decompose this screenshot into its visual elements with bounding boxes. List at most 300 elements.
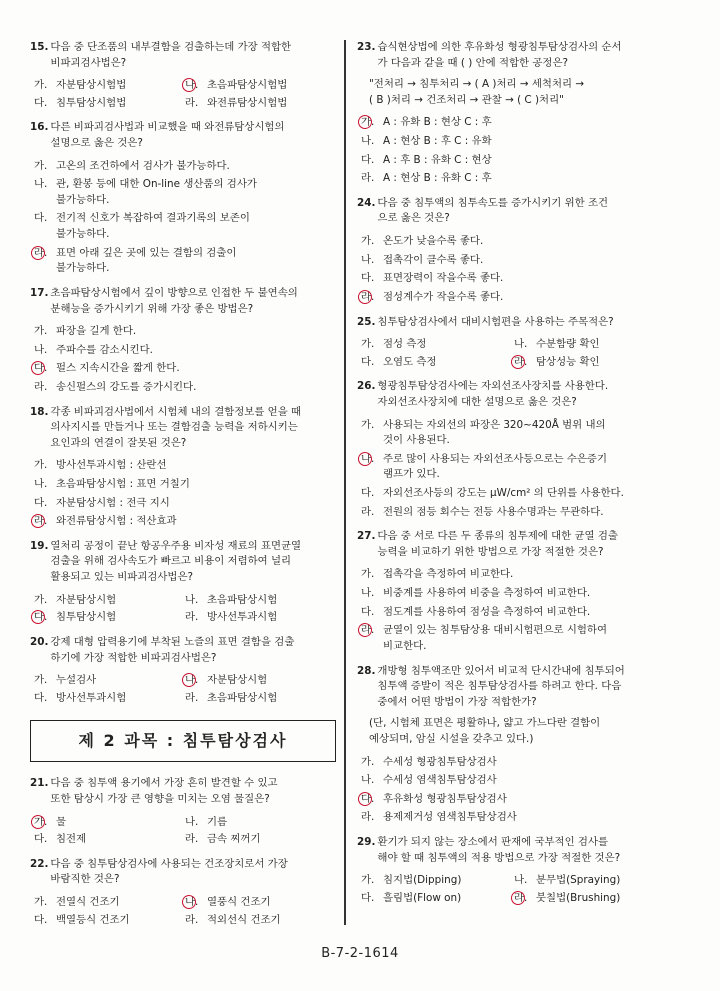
choice-marker: 다. (361, 792, 383, 808)
answer-choice[interactable] (361, 253, 667, 269)
choice-text (383, 810, 667, 826)
question-text (377, 835, 667, 866)
choice-marker: 다. (361, 153, 375, 166)
choice-text (383, 755, 667, 771)
question-text (50, 539, 336, 586)
answer-choice[interactable] (34, 477, 336, 493)
choice-text (56, 832, 185, 848)
choice-row (361, 355, 667, 371)
choice-text-line: 불가능하다. (56, 228, 110, 241)
question-text-line: 다음 중 단조품의 내부결함을 검출하는데 가장 적합한 (50, 41, 292, 53)
choice-text (56, 610, 185, 626)
choice-text-line: 자분탐상시험 (56, 593, 117, 606)
answer-choice[interactable] (361, 792, 667, 808)
answer-choice[interactable] (514, 355, 667, 371)
question (357, 196, 667, 306)
question-text-line: 해야 할 때 침투액의 적용 방법으로 가장 적절한 것은? (377, 851, 621, 864)
answer-choice[interactable] (361, 418, 667, 449)
column-divider (344, 40, 346, 925)
choice-text-line: 표면 아래 깊은 곳에 있는 결함의 검출이 (56, 246, 237, 259)
choice-text-line: 와전류탐상시험법 (207, 96, 288, 109)
question-text (377, 315, 667, 331)
question-stem (30, 286, 336, 317)
question-number: 28. (357, 664, 376, 677)
choice-text-line: 분무법(Spraying) (536, 874, 621, 887)
choice-text-line: 물 (56, 815, 67, 828)
choice-marker: 다. (34, 833, 48, 846)
question-stem (357, 529, 667, 560)
condition-line: (단, 시험체 표면은 평활하나, 얇고 가느다란 결함이 (369, 717, 601, 730)
question-number: 15. (30, 41, 49, 53)
choice-text-line: 송신펄스의 강도를 증가시킨다. (56, 380, 197, 393)
answer-choice[interactable] (361, 452, 667, 483)
question-stem (30, 40, 336, 71)
question-text-line: 다음 중 서로 다른 두 종류의 침투제에 대한 균열 검출 (377, 530, 618, 543)
choice-marker: 다. (361, 355, 375, 368)
choice-row (34, 593, 336, 609)
question-text (377, 379, 667, 410)
question (357, 40, 667, 187)
choice-text (383, 891, 514, 907)
question-text (377, 529, 667, 560)
question-number: 26. (357, 380, 376, 393)
choice-text (207, 96, 336, 112)
choice-text-line: 방사선투과시험 : 산란선 (56, 459, 167, 472)
answer-choice[interactable] (185, 913, 336, 929)
answer-choice[interactable] (34, 177, 336, 208)
question-text-line: 열처리 공정이 끝난 항공우주용 비자성 재료의 표면균열 (50, 539, 302, 552)
choice-text (383, 418, 667, 449)
answer-choice[interactable] (34, 361, 336, 377)
choice-text-line: 점도계를 사용하여 점성을 측정하여 비교한다. (383, 605, 591, 618)
choice-marker: 가. (34, 593, 48, 606)
answer-choices (30, 895, 336, 928)
answer-choice[interactable] (34, 895, 185, 911)
choice-marker: 다. (34, 496, 48, 509)
question-number: 27. (357, 530, 376, 543)
question-number: 23. (357, 41, 376, 53)
choice-text-line: 초음파탐상시험 (207, 593, 278, 606)
answer-choice[interactable] (34, 96, 185, 112)
choice-text-line: 열풍식 건조기 (207, 895, 271, 908)
question-condition (357, 77, 667, 108)
answer-choice[interactable] (514, 891, 667, 907)
question-text-line: 다음 중 침투탐상검사에 사용되는 건조장치로서 가장 (50, 857, 288, 870)
subject-heading: 제 2 과목 : 침투탐상검사 (30, 720, 336, 762)
question-text (50, 635, 336, 666)
answer-choices (357, 337, 667, 370)
question-text (50, 286, 336, 317)
question-text-line: 각종 비파괴검사법에서 시험체 내의 결함정보를 얻을 때 (50, 405, 302, 418)
choice-text (383, 792, 667, 808)
choice-text (56, 380, 336, 396)
choice-marker: 나. (185, 78, 207, 94)
choice-text-line: 불가능하다. (56, 193, 110, 206)
answer-choice[interactable] (185, 673, 336, 689)
question-text (50, 40, 336, 71)
choice-text-line: 파장을 길게 한다. (56, 325, 137, 338)
choice-marker: 가. (34, 325, 48, 338)
question-text-line: 다른 비파괴검사법과 비교했을 때 와전류탐상시험의 (50, 121, 285, 134)
page-code: B-7-2-1614 (321, 946, 399, 961)
answer-choice[interactable] (185, 78, 336, 94)
choice-marker: 라. (185, 611, 199, 624)
choice-marker: 나. (185, 593, 199, 606)
choice-text-line: 자분탐상시험 : 전극 지시 (56, 496, 170, 509)
choice-text (207, 593, 336, 609)
choice-text (56, 673, 185, 689)
question-text-line: 바람직한 것은? (50, 873, 120, 886)
choice-text-line: 탐상성능 확인 (536, 355, 600, 368)
question-number: 29. (357, 835, 376, 848)
question-stem (30, 120, 336, 151)
choice-text-line: 침전제 (56, 833, 87, 846)
answer-choice[interactable] (361, 623, 667, 654)
choice-text-line: 램프가 있다. (383, 468, 440, 481)
choice-text-line: 초음파탐상시험 (207, 691, 278, 704)
choice-text (207, 913, 336, 929)
answer-choice[interactable] (34, 514, 336, 530)
answer-choice[interactable] (361, 115, 667, 131)
answer-choices (357, 418, 667, 521)
choice-text (56, 913, 185, 929)
choice-text (56, 496, 336, 512)
answer-choice[interactable] (34, 78, 185, 94)
choice-text-line: 펄스 지속시간을 짧게 한다. (56, 362, 180, 375)
choice-text-line: 방사선투과시험 (56, 691, 127, 704)
answer-choice[interactable] (361, 290, 667, 306)
answer-choice[interactable] (34, 211, 336, 242)
question-number: 17. (30, 286, 49, 299)
choice-row (34, 673, 336, 689)
choice-text (383, 337, 514, 353)
choice-row (34, 815, 336, 831)
choice-marker: 가. (361, 874, 375, 887)
question-text (50, 776, 336, 807)
question-stem (30, 857, 336, 888)
choice-text-line: 후유화성 형광침투탐상검사 (383, 792, 507, 805)
question-number: 16. (30, 121, 49, 134)
choice-row (34, 96, 336, 112)
choice-marker: 나. (185, 815, 199, 828)
answer-choice[interactable] (361, 605, 667, 621)
choice-text-line: 것이 사용된다. (383, 434, 450, 447)
choice-text-line: 백열등식 건조기 (56, 913, 130, 926)
condition-line: ( B )처리 → 건조처리 → 관찰 → ( C )처리" (369, 93, 564, 106)
answer-choice[interactable] (361, 586, 667, 602)
question-number: 18. (30, 405, 49, 418)
question-stem (30, 635, 336, 666)
choice-text-line: 침투탐상시험법 (56, 96, 127, 109)
choice-text (383, 355, 514, 371)
answer-choice[interactable] (514, 337, 667, 353)
left-column (30, 40, 336, 937)
choice-row (361, 891, 667, 907)
choice-marker: 가. (361, 338, 375, 351)
answer-choice[interactable] (361, 873, 514, 889)
choice-text (56, 691, 185, 707)
choice-marker: 가. (361, 235, 375, 248)
answer-choice[interactable] (34, 832, 185, 848)
question-text-line: 개방형 침투액조만 있어서 비교적 단시간내에 침투되어 (377, 664, 625, 677)
choice-row (34, 913, 336, 929)
choice-text-line: 침지법(Dipping) (383, 874, 462, 887)
question (357, 379, 667, 520)
choice-text (536, 337, 667, 353)
choice-marker: 나. (34, 343, 48, 356)
answer-choice[interactable] (34, 593, 185, 609)
choice-marker: 라. (361, 811, 375, 824)
choice-text-line: 관, 환봉 등에 대한 On-line 생산품의 검사가 (56, 178, 257, 191)
question-condition (357, 716, 667, 747)
answer-choices (30, 324, 336, 395)
answer-choices (30, 159, 336, 277)
answer-choice[interactable] (34, 610, 185, 626)
choice-marker: 가. (361, 755, 375, 768)
choice-marker: 다. (34, 913, 48, 926)
right-column (357, 40, 667, 915)
choice-marker: 라. (185, 913, 199, 926)
answer-choices (30, 815, 336, 848)
choice-text (383, 452, 667, 483)
answer-choice[interactable] (34, 913, 185, 929)
answer-choices (357, 755, 667, 826)
choice-marker: 가. (361, 418, 375, 431)
choice-text-line: 오염도 측정 (383, 355, 437, 368)
answer-choice[interactable] (361, 271, 667, 287)
choice-marker: 나. (185, 673, 207, 689)
question-text-line: 하기에 가장 적합한 비파괴검사법은? (50, 651, 217, 664)
question-text-line: 으로 옳은 것은? (377, 212, 450, 225)
question-text-line: 분해능을 증가시키기 위해 가장 좋은 방법은? (50, 302, 254, 315)
answer-choice[interactable] (185, 610, 336, 626)
choice-text-line: A : 후 B : 유화 C : 현상 (383, 153, 492, 166)
choice-text-line: 점성계수가 작을수록 좋다. (383, 290, 504, 303)
choice-text-line: 초음파탐상시험 : 표면 거칠기 (56, 478, 190, 491)
choice-marker: 라. (185, 691, 199, 704)
choice-text (56, 159, 336, 175)
choice-text (383, 134, 667, 150)
question (357, 529, 667, 654)
question-stem (357, 664, 667, 711)
choice-text (56, 211, 336, 242)
question-stem (30, 405, 336, 452)
answer-choice[interactable] (185, 593, 336, 609)
choice-row (34, 78, 336, 94)
choice-marker: 라. (361, 290, 383, 306)
choice-text-line: 사용되는 자외선의 파장은 320~420Å 범위 내의 (383, 418, 606, 431)
answer-choice[interactable] (361, 171, 667, 187)
choice-text (56, 246, 336, 277)
question-text-line: 가 다음과 같을 때 ( ) 안에 적합한 공정은? (377, 56, 569, 69)
choice-text (56, 343, 336, 359)
choice-marker: 다. (361, 605, 375, 618)
choice-text (207, 610, 336, 626)
choice-text-line: 용제제거성 염색침투탐상검사 (383, 811, 517, 824)
question (30, 405, 336, 530)
question-text-line: 습식현상법에 의한 후유화성 형광침투탐상검사의 순서 (377, 41, 622, 53)
choice-text-line: 방사선투과시험 (207, 611, 278, 624)
choice-text-line: A : 현상 B : 유화 C : 후 (383, 172, 492, 185)
choice-text (56, 324, 336, 340)
choice-row (361, 337, 667, 353)
choice-text (56, 895, 185, 911)
choice-text (207, 815, 336, 831)
choice-text (56, 177, 336, 208)
choice-text-line: 와전류탐상시험 : 적산효과 (56, 515, 177, 528)
choice-text (207, 673, 336, 689)
question (357, 835, 667, 906)
choice-marker: 라. (34, 380, 48, 393)
choice-text (383, 115, 667, 131)
choice-text (207, 832, 336, 848)
choice-text (56, 477, 336, 493)
question-text-line: 검출을 위해 검사속도가 빠르고 비용이 저렴하여 널리 (50, 555, 292, 568)
answer-choice[interactable] (34, 246, 336, 277)
question-stem (357, 835, 667, 866)
choice-text (383, 873, 514, 889)
choice-text (56, 514, 336, 530)
choice-text (383, 234, 667, 250)
answer-choice[interactable] (34, 815, 185, 831)
answer-choice[interactable] (34, 343, 336, 359)
question-text-line: 능력을 비교하기 위한 방법으로 가장 적절한 것은? (377, 545, 604, 558)
choice-marker: 라. (361, 505, 375, 518)
choice-text (383, 623, 667, 654)
answer-choice[interactable] (34, 691, 185, 707)
choice-text-line: 수세성 염색침투탐상검사 (383, 774, 497, 787)
answer-choice[interactable] (361, 234, 667, 250)
choice-text (207, 78, 336, 94)
choice-marker: 나. (514, 338, 528, 351)
question-number: 22. (30, 857, 49, 870)
question (30, 857, 336, 928)
choice-text-line: 불가능하다. (56, 262, 110, 275)
choice-text-line: 고온의 조건하에서 검사가 불가능하다. (56, 159, 230, 172)
answer-choice[interactable] (361, 567, 667, 583)
question-text-line: 침투액 증발이 적은 침투탐상검사를 하려고 한다. 다음 (377, 680, 622, 693)
question (30, 635, 336, 706)
question-stem (30, 539, 336, 586)
question-text-line: 비파괴검사법은? (50, 56, 127, 69)
choice-marker: 나. (34, 478, 48, 491)
choice-text (56, 458, 336, 474)
choice-text (536, 355, 667, 371)
question-text (50, 405, 336, 452)
choice-text-line: 침투탐상시험 (56, 611, 117, 624)
answer-choices (357, 567, 667, 654)
choice-marker: 나. (361, 452, 383, 483)
choice-marker: 가. (34, 79, 48, 92)
choice-row (34, 691, 336, 707)
choice-text (536, 873, 667, 889)
answer-choices (30, 458, 336, 529)
choice-marker: 라. (34, 514, 56, 530)
choice-marker: 가. (34, 674, 48, 687)
choice-marker: 다. (361, 487, 375, 500)
choice-marker: 다. (361, 891, 375, 904)
choice-text (383, 505, 667, 521)
answer-choice[interactable] (34, 496, 336, 512)
choice-text-line: 누설검사 (56, 674, 97, 687)
question-number: 20. (30, 635, 49, 648)
choice-marker: 라. (34, 246, 56, 277)
question-text-line: 강제 대형 압력용기에 부착된 노즐의 표면 결함을 검출 (50, 635, 295, 648)
choice-marker: 나. (514, 874, 528, 887)
choice-marker: 나. (185, 895, 207, 911)
choice-text (56, 815, 185, 831)
choice-text (536, 891, 667, 907)
question-text-line: 다음 중 침투액의 침투속도를 증가시키기 위한 조건 (377, 196, 609, 209)
answer-choice[interactable] (34, 159, 336, 175)
answer-choice[interactable] (361, 810, 667, 826)
answer-choice[interactable] (185, 832, 336, 848)
answer-choice[interactable] (34, 458, 336, 474)
choice-text (207, 895, 336, 911)
answer-choice[interactable] (185, 691, 336, 707)
question-text-line: 요인과의 연결이 잘못된 것은? (50, 436, 187, 449)
choice-text-line: 점성 측정 (383, 338, 427, 351)
choice-marker: 가. (34, 895, 48, 908)
answer-choice[interactable] (34, 673, 185, 689)
question-number: 19. (30, 539, 49, 552)
choice-marker: 라. (361, 623, 383, 654)
answer-choice[interactable] (34, 324, 336, 340)
choice-text (383, 171, 667, 187)
question-number: 25. (357, 315, 376, 328)
choice-text (383, 567, 667, 583)
choice-text-line: 자외선조사등의 강도는 μW/cm² 의 단위를 사용한다. (383, 487, 624, 500)
answer-choice[interactable] (361, 337, 514, 353)
choice-marker: 라. (514, 891, 536, 907)
choice-text (56, 96, 185, 112)
choice-row (34, 895, 336, 911)
answer-choice[interactable] (514, 873, 667, 889)
choice-marker: 나. (34, 178, 48, 191)
answer-choice[interactable] (361, 773, 667, 789)
choice-text (207, 691, 336, 707)
answer-choice[interactable] (185, 895, 336, 911)
choice-text-line: 적외선식 건조기 (207, 913, 281, 926)
choice-text-line: 균열이 있는 침투탐상용 대비시험편으로 시험하여 (383, 624, 607, 637)
answer-choice[interactable] (361, 486, 667, 502)
choice-marker: 나. (361, 587, 375, 600)
answer-choice[interactable] (361, 755, 667, 771)
choice-text-line: 접촉각을 측정하여 비교한다. (383, 568, 514, 581)
answer-choice[interactable] (361, 153, 667, 169)
answer-choices (30, 593, 336, 626)
choice-marker: 다. (34, 691, 48, 704)
answer-choice[interactable] (185, 815, 336, 831)
choice-marker: 나. (361, 253, 375, 266)
answer-choices (30, 673, 336, 706)
answer-choice[interactable] (361, 355, 514, 371)
choice-marker: 가. (34, 459, 48, 472)
answer-choice[interactable] (34, 380, 336, 396)
answer-choice[interactable] (361, 891, 514, 907)
answer-choice[interactable] (361, 505, 667, 521)
choice-marker: 가. (361, 115, 383, 131)
choice-text-line: 자분탐상시험 (207, 674, 268, 687)
answer-choices (357, 234, 667, 305)
choice-row (34, 832, 336, 848)
answer-choice[interactable] (361, 134, 667, 150)
answer-choice[interactable] (185, 96, 336, 112)
question-stem (30, 776, 336, 807)
answer-choices (357, 115, 667, 186)
question-text-line: 중에서 어떤 방법이 가장 적합한가? (377, 695, 537, 708)
question (357, 315, 667, 371)
